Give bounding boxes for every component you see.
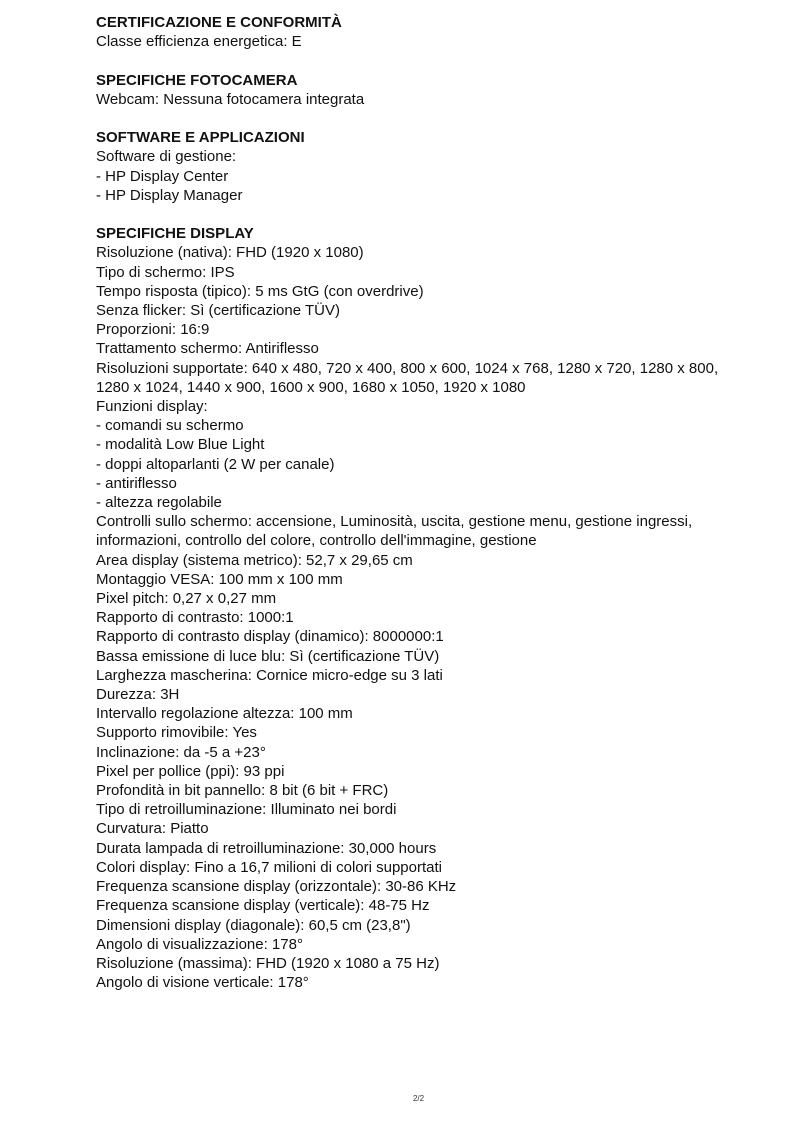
spec-line: Classe efficienza energetica: E [96,33,302,51]
spec-line: Webcam: Nessuna fotocamera integrata [96,90,365,108]
spec-line: Bassa emissione di luce blu: Sì (certificazione TÜV) [96,647,440,665]
section-heading: SOFTWARE E APPLICAZIONI [96,129,305,147]
spec-document [96,13,746,1012]
spec-line: Trattamento schermo: Antiriflesso [96,340,319,358]
spec-line: Profondità in bit pannello: 8 bit (6 bit + FRC) [96,782,389,800]
spec-line: Frequenza scansione display (orizzontale): 30-86 KHz [96,878,457,896]
spec-line: Dimensioni display (diagonale): 60,5 cm (23,8") [96,916,411,934]
spec-line: Pixel per pollice (ppi): 93 ppi [96,762,285,780]
spec-section [96,128,746,205]
spec-section [96,71,746,109]
spec-line: Software di gestione: [96,148,237,166]
spec-line: - altezza regolabile [96,494,222,512]
spec-line: Pixel pitch: 0,27 x 0,27 mm [96,590,277,608]
spec-line: Frequenza scansione display (verticale): 48-75 Hz [96,897,430,915]
spec-line: - comandi su schermo [96,417,244,435]
page-number: 2/2 [412,1094,425,1103]
spec-line: Risoluzioni supportate: 640 x 480, 720 x 400, 800 x 600, 1024 x 768, 1280 x 720, 1280 x 800, 1280 x 1024, 1440 x 900, 1600 x 900, 1680 x 1050, 1920 x 1080 [96,359,723,396]
spec-line: Tempo risposta (tipico): 5 ms GtG (con overdrive) [96,282,424,300]
section-heading: CERTIFICAZIONE E CONFORMITÀ [96,14,342,31]
spec-line: Angolo di visualizzazione: 178° [96,935,303,953]
spec-line: Angolo di visione verticale: 178° [96,974,309,992]
spec-section [96,224,746,992]
spec-sections [96,13,746,992]
spec-line: Tipo di schermo: IPS [96,263,235,281]
spec-line: Larghezza mascherina: Cornice micro-edge su 3 lati [96,666,443,684]
spec-line: Rapporto di contrasto: 1000:1 [96,609,294,627]
spec-line: Curvatura: Piatto [96,820,209,838]
spec-line: Durezza: 3H [96,686,180,704]
spec-line: - antiriflesso [96,474,177,492]
spec-line: Controlli sullo schermo: accensione, Luminosità, uscita, gestione menu, gestione ingressi, informazioni, controllo del colore, controllo dell'immagine, gestione [96,513,697,550]
section-heading: SPECIFICHE FOTOCAMERA [96,71,298,89]
spec-line: - modalità Low Blue Light [96,436,265,454]
spec-section [96,13,746,51]
spec-line: Proporzioni: 16:9 [96,321,210,339]
spec-line: Inclinazione: da -5 a +23° [96,743,266,761]
spec-line: - doppi altoparlanti (2 W per canale) [96,455,335,473]
spec-line: Rapporto di contrasto display (dinamico): 8000000:1 [96,628,444,646]
spec-line: Durata lampada di retroilluminazione: 30,000 hours [96,839,437,857]
spec-line: Risoluzione (massima): FHD (1920 x 1080 a 75 Hz) [96,954,440,972]
spec-line: - HP Display Manager [96,186,243,204]
spec-line: Colori display: Fino a 16,7 milioni di colori supportati [96,858,442,876]
spec-line: Intervallo regolazione altezza: 100 mm [96,705,353,723]
spec-line: Risoluzione (nativa): FHD (1920 x 1080) [96,244,364,262]
section-heading: SPECIFICHE DISPLAY [96,225,254,243]
spec-line: Supporto rimovibile: Yes [96,724,257,742]
spec-line: Senza flicker: Sì (certificazione TÜV) [96,302,340,319]
spec-line: Montaggio VESA: 100 mm x 100 mm [96,570,343,588]
spec-line: Area display (sistema metrico): 52,7 x 29,65 cm [96,551,413,569]
spec-line: Tipo di retroilluminazione: Illuminato nei bordi [96,801,397,819]
spec-line: - HP Display Center [96,167,229,185]
spec-line: Funzioni display: [96,398,208,416]
